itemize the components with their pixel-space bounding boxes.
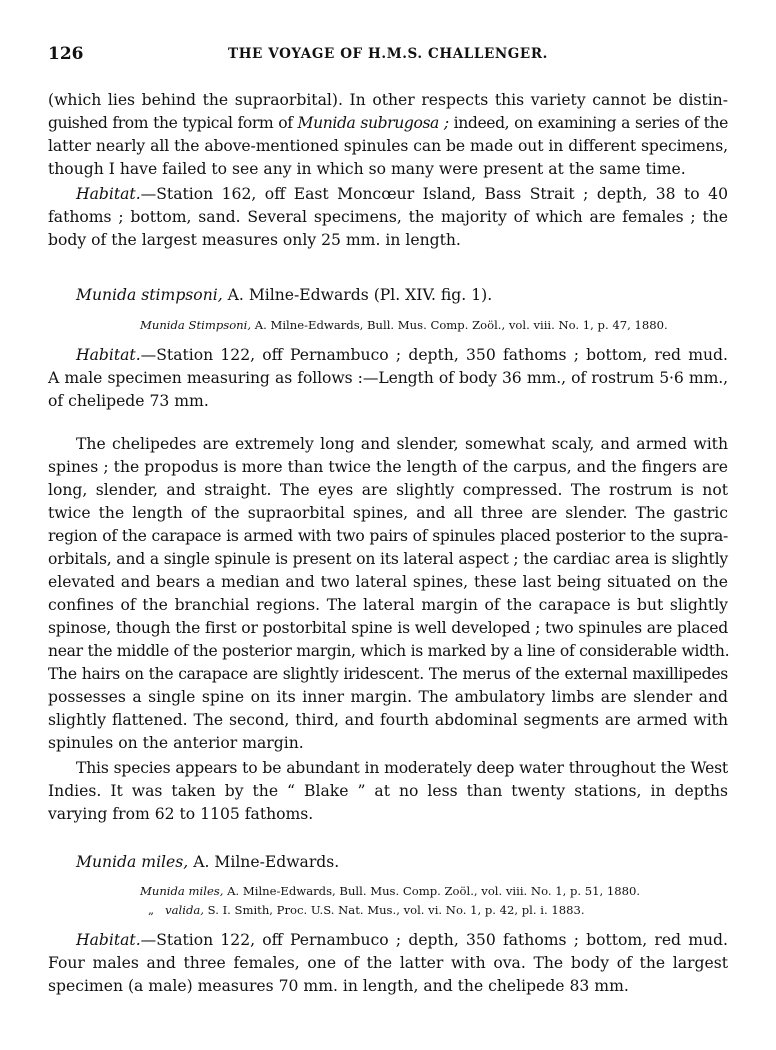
- description-line-2: spines ; the propodus is more than twice the length of the carpus, and the fingers are: [48, 458, 728, 476]
- running-title: THE VOYAGE OF H.M.S. CHALLENGER.: [228, 46, 548, 62]
- reference-valida: „ valida, S. I. Smith, Proc. U.S. Nat. Mus., vol. vi. No. 1, p. 42, pl. i. 1883.: [148, 903, 585, 917]
- species-name-subrugosa: Munida subrugosa ;: [297, 114, 449, 132]
- intro-line-1: (which lies behind the supraorbital). In other respects this variety cannot be distin-: [48, 91, 728, 109]
- description-line-9: spinose, though the first or postorbital spine is well developed ; two spinules are placed: [48, 619, 728, 637]
- distribution-line-2: Indies. It was taken by the “ Blake ” at no less than twenty stations, in depths: [48, 782, 728, 800]
- intro-habitat-line-1: Habitat.—Station 162, off East Moncœur Island, Bass Strait ; depth, 38 to 40: [76, 185, 728, 203]
- description-line-7: elevated and bears a median and two lateral spines, these last being situated on the: [48, 573, 728, 591]
- stimpsoni-habitat-line-1: Habitat.—Station 122, off Pernambuco ; depth, 350 fathoms ; bottom, red mud.: [76, 346, 728, 364]
- intro-line-2: [48, 113, 728, 133]
- description-line-1: The chelipedes are extremely long and slender, somewhat scaly, and armed with: [76, 435, 728, 453]
- intro-line-4: though I have failed to see any in which so many were present at the same time.: [48, 160, 686, 178]
- distribution-line-1: This species appears to be abundant in moderately deep water throughout the West: [76, 759, 728, 777]
- description-line-3: long, slender, and straight. The eyes are slightly compressed. The rostrum is not: [48, 481, 728, 499]
- stimpsoni-habitat-line-2: A male specimen measuring as follows :—Length of body 36 mm., of rostrum 5·6 mm.,: [48, 369, 728, 387]
- description-line-12: possesses a single spine on its inner margin. The ambulatory limbs are slender and: [48, 688, 728, 706]
- description-line-11: The hairs on the carapace are slightly iridescent. The merus of the external maxillipedes: [48, 665, 728, 683]
- distribution-line-3: varying from 62 to 1105 fathoms.: [48, 805, 314, 823]
- reference-miles: Munida miles, A. Milne-Edwards, Bull. Mus. Comp. Zoöl., vol. viii. No. 1, p. 51, 1880.: [140, 884, 641, 898]
- description-line-4: twice the length of the supraorbital spines, and all three are slender. The gastric: [48, 504, 728, 522]
- ditto-mark: „: [148, 903, 155, 917]
- description-line-14: spinules on the anterior margin.: [48, 734, 304, 752]
- intro-line-2-tail: indeed, on examining a series of the: [448, 114, 728, 132]
- species-heading-miles: Munida miles, A. Milne-Edwards.: [76, 853, 340, 871]
- miles-habitat-line-1: Habitat.—Station 122, off Pernambuco ; depth, 350 fathoms ; bottom, red mud.: [76, 931, 728, 949]
- miles-habitat-line-2: Four males and three females, one of the latter with ova. The body of the largest: [48, 954, 728, 972]
- species-heading-stimpsoni: Munida stimpsoni, A. Milne-Edwards (Pl. XIV. fig. 1).: [76, 286, 493, 304]
- intro-habitat-line-3: body of the largest measures only 25 mm. in length.: [48, 231, 461, 249]
- description-line-6: orbitals, and a single spinule is present on its lateral aspect ; the cardiac area is slightly: [48, 550, 728, 568]
- description-line-8: confines of the branchial regions. The lateral margin of the carapace is but slightly: [48, 596, 728, 614]
- stimpsoni-habitat-line-3: of chelipede 73 mm.: [48, 392, 209, 410]
- miles-habitat-line-3: specimen (a male) measures 70 mm. in length, and the chelipede 83 mm.: [48, 977, 629, 995]
- description-line-13: slightly flattened. The second, third, and fourth abdominal segments are armed with: [48, 711, 728, 729]
- intro-line-2-start: guished from the typical form of: [48, 114, 293, 132]
- page-number: 126: [48, 44, 84, 64]
- description-line-10: near the middle of the posterior margin, which is marked by a line of considerable width.: [48, 642, 730, 660]
- intro-line-3: latter nearly all the above-mentioned spinules can be made out in different specimens,: [48, 137, 728, 155]
- habitat-label: Habitat.: [76, 185, 141, 203]
- description-line-5: region of the carapace is armed with two pairs of spinules placed posterior to the supra-: [48, 527, 728, 545]
- intro-habitat-line-2: fathoms ; bottom, sand. Several specimens, the majority of which are females ; the: [48, 208, 728, 226]
- reference-stimpsoni: Munida Stimpsoni, A. Milne-Edwards, Bull. Mus. Comp. Zoöl., vol. viii. No. 1, p. 47, 1880.: [140, 318, 668, 332]
